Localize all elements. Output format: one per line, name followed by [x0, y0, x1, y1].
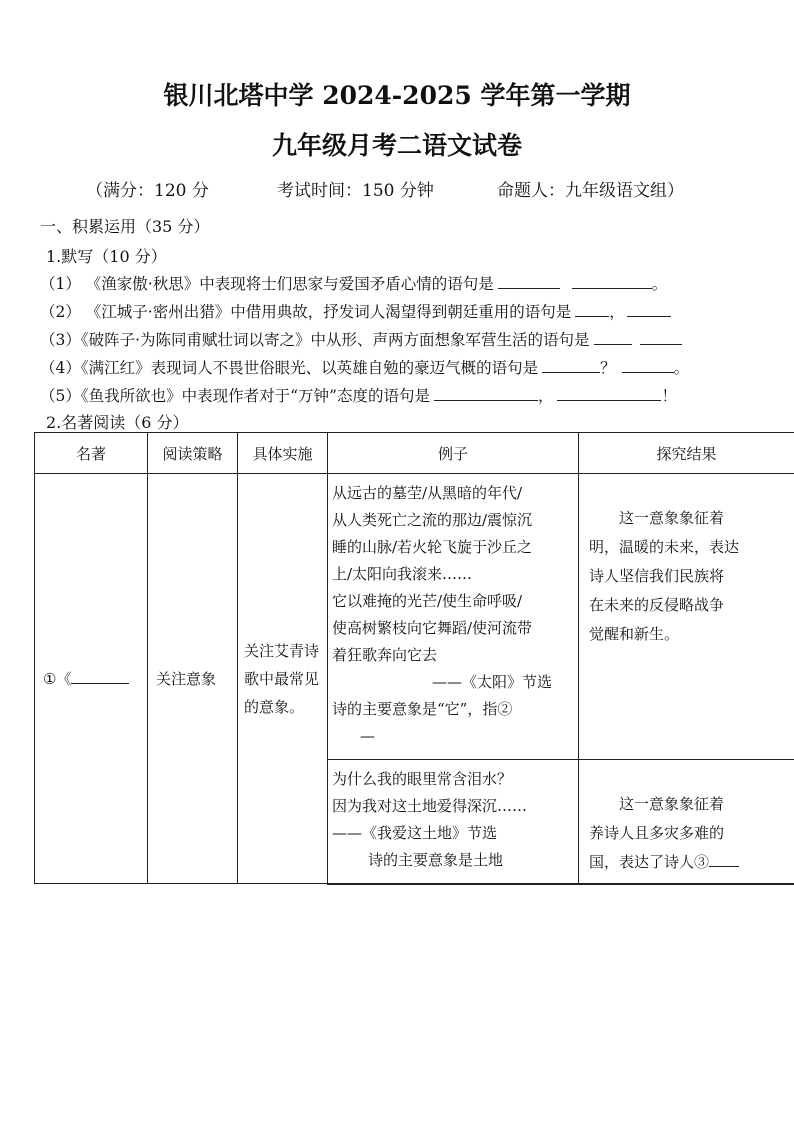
result-line: 觉醒和新生。 [589, 625, 680, 643]
poem-line: 上/太阳向我滚来…… [332, 565, 473, 583]
question-1-title: 1.默写（10 分） [46, 247, 167, 266]
header-method: 具体实施 [238, 433, 328, 474]
result-line: 这一意象象征着 [619, 795, 725, 813]
poem-line: 使高树繁枝向它舞蹈/使河流带 [332, 619, 533, 637]
poem-line: 着狂歌奔向它去 [332, 646, 438, 664]
answer-blank[interactable] [622, 357, 674, 374]
header-strategy: 阅读策略 [148, 433, 238, 474]
header-result: 探究结果 [579, 433, 794, 474]
header-book: 名著 [35, 433, 148, 474]
result-cell-2 [579, 760, 794, 884]
book-label: ①《 [43, 670, 72, 688]
header-example: 例子 [328, 433, 579, 474]
poem-line: 因为我对这土地爱得深沉…… [332, 797, 528, 815]
exam-setter: 命题人：九年级语文组） [497, 181, 684, 201]
exam-time: 考试时间：150 分钟 [277, 181, 434, 201]
example-cell-1 [328, 474, 579, 760]
answer-blank[interactable] [627, 301, 671, 318]
example-cell-2 [328, 760, 579, 884]
dictation-item-text: （1） 《渔家傲·秋思》中表现将士们思家与爱国矛盾心情的语句是 [40, 275, 494, 293]
poem-line: 睡的山脉/若火轮飞旋于沙丘之 [332, 538, 533, 556]
exam-title-line2: 九年级月考二语文试卷 [271, 131, 522, 160]
result-line: 明，温暖的未来，表达 [589, 538, 740, 556]
strategy-cell [148, 474, 238, 884]
result-line: 养诗人且多灾多难的 [589, 824, 725, 842]
result-line: 在未来的反侵略战争 [589, 596, 725, 614]
answer-blank-2[interactable]: — [360, 727, 375, 745]
dictation-item-text: （5）《鱼我所欲也》中表现作者对于“万钟”态度的语句是 [40, 387, 430, 405]
dictation-item-text: （3）《破阵子·为陈同甫赋壮词以寄之》中从形、声两方面想象军营生活的语句是 [40, 331, 590, 349]
answer-blank-3[interactable] [709, 851, 739, 867]
poem-line: 它以难掩的光芒/使生命呼吸/ [332, 592, 523, 610]
result-line: 国，表达了诗人③ [589, 848, 790, 877]
answer-blank[interactable] [640, 329, 682, 346]
answer-blank[interactable] [594, 329, 632, 346]
result-line: 诗人坚信我们民族将 [589, 567, 725, 585]
dictation-item-2: （2） 《江城子·密州出猎》中借用典故，抒发词人渴望得到朝廷重用的语句是 ， [40, 300, 671, 322]
dictation-item-text: （2） 《江城子·密州出猎》中借用典故，抒发词人渴望得到朝廷重用的语句是 [40, 303, 572, 321]
method-text: 关注艾青诗歌中最常见的意象。 [244, 641, 320, 716]
strategy-text: 关注意象 [156, 670, 217, 688]
table-header-row [35, 433, 794, 474]
reading-table [34, 432, 794, 885]
poem-line: 从人类死亡之流的那边/震惊沉 [332, 511, 533, 529]
answer-blank[interactable] [575, 301, 609, 318]
section-title: 一、积累运用（35 分） [40, 217, 210, 236]
result-line: 这一意象象征着 [619, 509, 725, 527]
poem-source: ——《我爱这土地》节选 [332, 824, 498, 842]
dictation-item-text: （4）《满江红》表现词人不畏世俗眼光、以英雄自勉的豪迈气概的语句是 [40, 359, 539, 377]
poem-line: 为什么我的眼里常含泪水？ [332, 770, 513, 788]
poem-line: 从远古的墓茔/从黑暗的年代/ [332, 484, 523, 502]
dictation-item-5: （5）《鱼我所欲也》中表现作者对于“万钟”态度的语句是 ， ！ [40, 384, 677, 406]
answer-blank[interactable] [498, 273, 560, 290]
question-2-title: 2.名著阅读（6 分） [46, 413, 189, 432]
result-cell-1 [579, 474, 794, 760]
dictation-item-4: （4）《满江红》表现词人不畏世俗眼光、以英雄自勉的豪迈气概的语句是 ？ 。 [40, 356, 689, 378]
exam-title-line1: 银川北塔中学 2024-2025 学年第一学期 [163, 81, 631, 110]
method-cell [238, 474, 328, 884]
answer-blank[interactable] [572, 273, 652, 290]
poem-source: ——《太阳》节选 [432, 673, 553, 691]
dictation-item-3 [40, 328, 682, 350]
table-row [35, 474, 794, 760]
poem-question: 诗的主要意象是土地 [368, 851, 504, 869]
answer-blank[interactable] [434, 385, 538, 402]
answer-blank[interactable] [557, 385, 661, 402]
answer-blank[interactable] [542, 357, 600, 374]
poem-question: 诗的主要意象是“它”，指② [332, 700, 513, 718]
book-answer-blank[interactable] [71, 668, 129, 684]
full-score: （满分：120 分 [86, 181, 209, 201]
dictation-item-1: （1） 《渔家傲·秋思》中表现将士们思家与爱国矛盾心情的语句是 。 [40, 272, 667, 294]
book-cell [35, 474, 148, 884]
